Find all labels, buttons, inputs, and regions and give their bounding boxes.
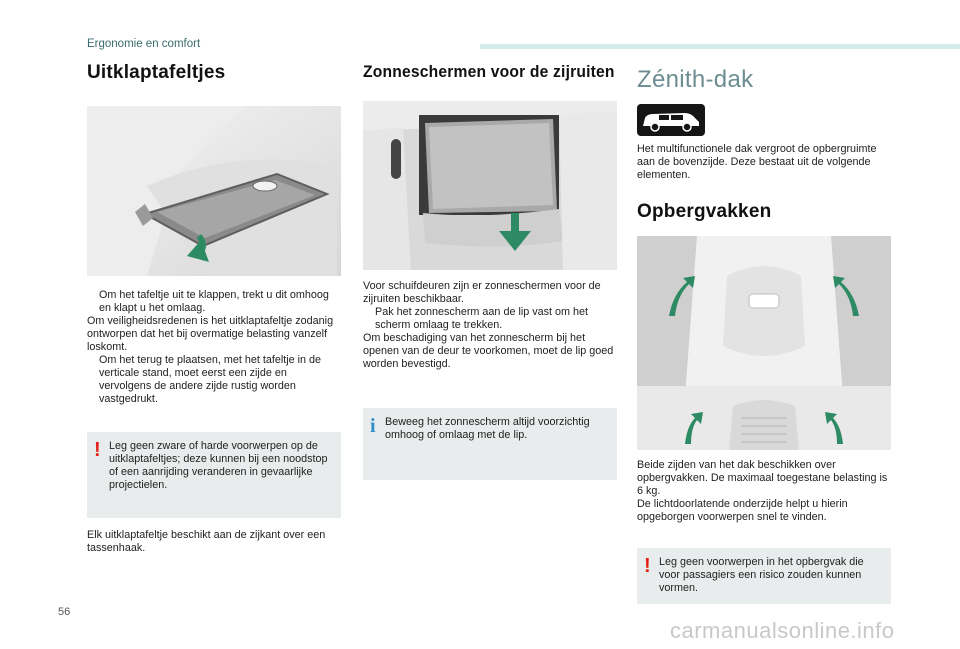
sunblind-damage-paragraph: Om beschadiging van het zonnescherm bij het openen van de deur te voorkomen, moet de lip goed worden bevestigd. — [363, 332, 614, 370]
info-box-sunblind — [363, 408, 617, 480]
roof-storage-illustration — [637, 236, 891, 450]
sunblind-availability: Voor schuifdeuren zijn er zonneschermen voor de zijruiten beschikbaar. — [363, 280, 601, 305]
folding-table-illustration — [87, 106, 341, 276]
warning-text: Leg geen zware of harde voorwerpen op de uitklaptafeltjes; deze kunnen bij een noodstop of een aanrijding veranderen in gevaarlijke projectielen. — [109, 440, 328, 491]
folding-table-instructions — [87, 289, 341, 406]
car-icon — [637, 104, 705, 136]
sunblind-illustration — [363, 101, 617, 270]
bullet-unfold: Om het tafeltje uit te klappen, trekt u dit omhoog en klapt u het omlaag. — [87, 289, 341, 315]
safety-paragraph: Om veiligheidsredenen is het uitklaptafeltje zodanig ontworpen dat het bij overmatige belasting vanzelf loskomt. — [87, 315, 334, 353]
column-zenith-roof — [637, 66, 891, 94]
site-watermark: carmanualsonline.info — [670, 618, 895, 643]
bullet-icon — [87, 289, 99, 315]
info-icon: i — [370, 415, 376, 437]
sunblind-instructions — [363, 280, 617, 371]
bullet-icon — [363, 306, 375, 332]
vehicle-variant-badge — [637, 104, 705, 136]
roof-storage-photo — [637, 236, 891, 450]
section-title-zenith-roof: Zénith-dak — [637, 66, 754, 93]
roof-storage-load: Beide zijden van het dak beschikken over opbergvakken. De maximaal toegestane belasting is 6 kg. — [637, 459, 888, 497]
section-title-folding-tables: Uitklaptafeltjes — [87, 62, 226, 83]
column-folding-tables — [87, 62, 341, 84]
bullet-pull-down: Pak het zonnescherm aan de lip vast om het scherm omlaag te trekken. — [363, 306, 617, 332]
warning-box-roof — [637, 548, 891, 604]
zenith-intro: Het multifunctionele dak vergroot de opbergruimte aan de bovenzijde. Deze bestaat uit de volgende elementen. — [637, 143, 877, 181]
folding-table-photo — [87, 106, 341, 276]
bullet-icon — [87, 354, 99, 406]
warning-icon: ! — [94, 439, 101, 461]
header-accent-bar — [480, 44, 960, 49]
column-sunblinds — [363, 62, 617, 82]
sunblind-photo — [363, 101, 617, 270]
roof-storage-visibility: De lichtdoorlatende onderzijde helpt u hierin opgeborgen voorwerpen snel te vinden. — [637, 498, 848, 523]
subsection-title-storage: Opbergvakken — [637, 201, 772, 222]
roof-storage-text — [637, 459, 891, 524]
warning-box-tables — [87, 432, 341, 518]
warning-icon: ! — [644, 555, 651, 577]
section-label: Ergonomie en comfort — [87, 38, 201, 50]
bullet-refit: Om het terug te plaatsen, met het tafeltje in de verticale stand, moet eerst een zijde en vervolgens de andere zijde rustig worden vastgedrukt. — [87, 354, 341, 406]
info-text: Beweeg het zonnescherm altijd voorzichtig omhoog of omlaag met de lip. — [385, 416, 590, 441]
page-number: 56 — [58, 606, 71, 618]
warning-text: Leg geen voorwerpen in het opbergvak die voor passagiers een risico zouden kunnen vormen. — [659, 556, 864, 594]
section-title-sunblinds: Zonneschermen voor de zijruiten — [363, 62, 615, 81]
bag-hook-text: Elk uitklaptafeltje beschikt aan de zijkant over een tassenhaak. — [87, 529, 326, 554]
